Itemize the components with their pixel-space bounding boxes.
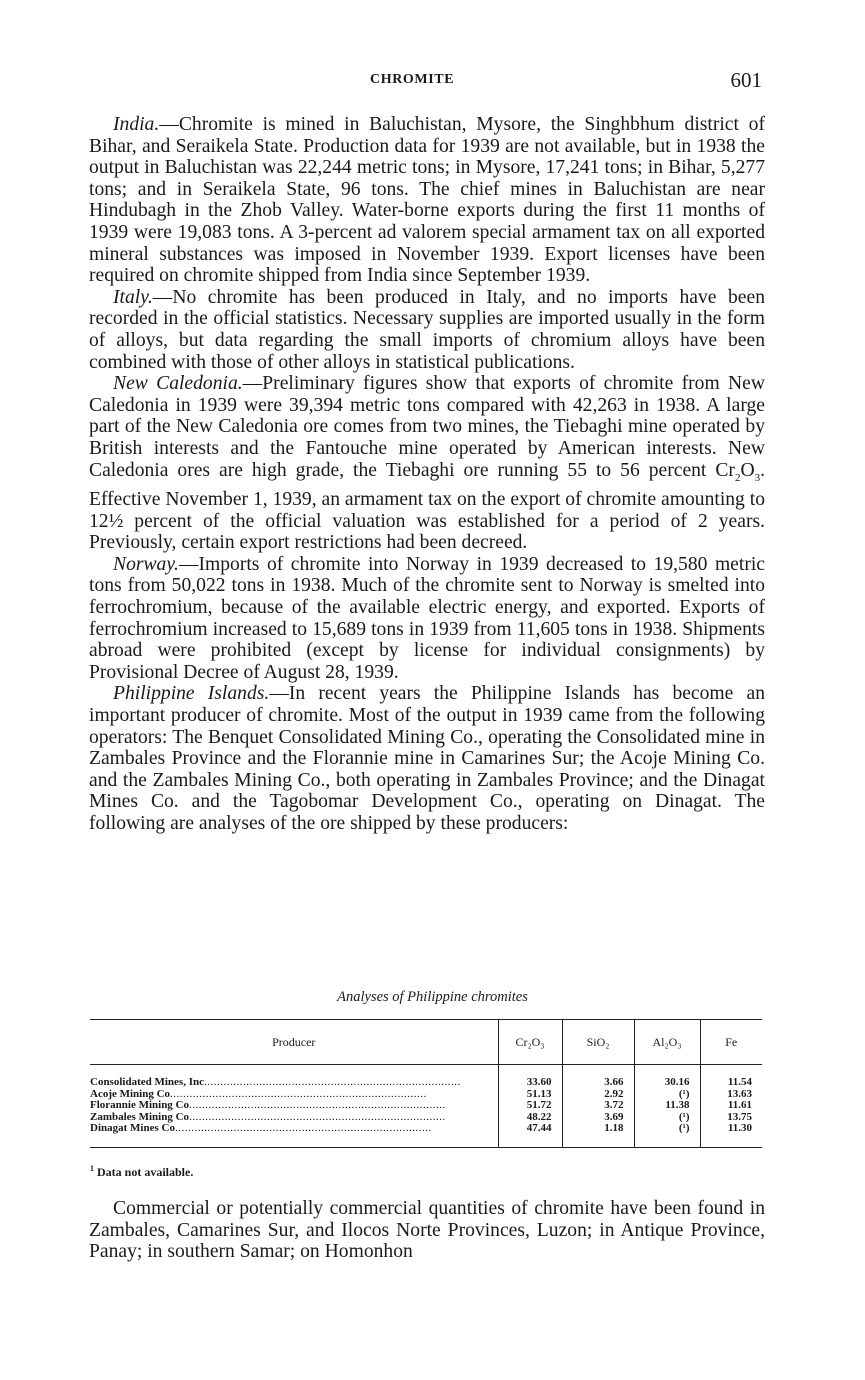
cr2o3-cell: 33.60 [498, 1065, 562, 1089]
analyses-table [90, 1019, 762, 1148]
al2o3-cell: (¹) [634, 1123, 700, 1147]
cr2o3-cell: 47.44 [498, 1123, 562, 1147]
fe-cell: 11.54 [700, 1065, 762, 1089]
column-header: Cr₂O₃ [498, 1020, 562, 1065]
paragraph-lead: New Caledonia. [113, 373, 243, 395]
fe-cell: 13.63 [700, 1089, 762, 1101]
al2o3-cell: (¹) [634, 1089, 700, 1101]
al2o3-cell: (¹) [634, 1112, 700, 1124]
table-row [90, 1112, 762, 1124]
paragraph-text: . Effective November 1, 1939, an armament tax on the export of chromite amounting to 12½ percent of the official valuation was established for a period of 2 years. Previously, certain export restrictions had been decreed. [89, 459, 765, 554]
paragraph-text: —Preliminary figures show that exports of chromite from New Caledonia in 1939 were 39,394 metric tons compared with 42,263 in 1938. A large part of the New Caledonia ore comes from two mines, the Tiebaghi mine operated by British interests and the Fantouche mine operated by American interests. New Caledonia ores are high grade, the Tiebaghi ore running 55 to 56 percent Cr [89, 373, 765, 481]
footnote-text: Data not available. [97, 1165, 194, 1179]
fe-cell: 13.75 [700, 1112, 762, 1124]
analyses-table-wrapper [90, 1019, 762, 1148]
column-header: Producer [90, 1020, 498, 1065]
body-text [89, 114, 765, 835]
paragraph-text: Commercial or potentially commercial quantities of chromite have been found in Zambales, Camarines Sur, and Ilocos Norte Provinces, Luzon; in Antique Province, Panay; in southern Samar; on Homonhon [89, 1198, 765, 1263]
sio2-cell: 1.18 [562, 1123, 634, 1147]
column-header: Al₂O₃ [634, 1020, 700, 1065]
running-head: CHROMITE [370, 72, 455, 87]
producer-cell: Consolidated Mines, Inc............................................................................... [90, 1076, 461, 1088]
fe-cell: 11.30 [700, 1123, 762, 1147]
paragraph-lead: India. [113, 114, 160, 135]
cr2o3-cell: 51.72 [498, 1100, 562, 1112]
cr2o3-cell: 48.22 [498, 1112, 562, 1124]
paragraph-philippine-islands [89, 683, 765, 834]
sio2-cell: 2.92 [562, 1089, 634, 1101]
paragraph-text: —Chromite is mined in Baluchistan, Mysore, the Singhbhum district of Bihar, and Seraikela State. Production data for 1939 are not available, but in 1938 the output in Baluchistan was 22,244 metric tons; in Mysore, 17,241 tons; in Bihar, 5,277 tons; and in Seraikela State, 96 tons. The chief mines in Baluchistan are near Hindubagh in the Zhob Valley. Water-borne exports during the first 11 months of 1939 were 19,083 tons. A 3-percent ad valorem special armament tax on all exported mineral substances was imposed in November 1939. Export licenses have been required on chromite shipped from India since September 1939. [89, 114, 765, 287]
formula-subscript: 3 [754, 471, 761, 484]
paragraph-italy [89, 287, 765, 373]
footnote-mark: 1 [90, 1164, 94, 1173]
sio2-cell: 3.72 [562, 1100, 634, 1112]
paragraph-lead: Philippine Islands. [113, 683, 270, 705]
producer-cell: Zambales Mining Co............................................................................... [90, 1111, 446, 1123]
paragraph-lead: Italy. [113, 286, 153, 308]
paragraph-text: —No chromite has been produced in Italy, and no imports have been recorded in the official statistics. Necessary supplies are imported usually in the form of alloys, but data regarding the small imports of chromium alloys have been combined with those of other alloys in statistical publications. [89, 286, 765, 373]
table-header-row [90, 1020, 762, 1065]
paragraph-text: —In recent years the Philippine Islands has become an important producer of chromite. Most of the output in 1939 came from the following operators: The Benquet Consolidated Mining Co., operating the Consolidated mine in Zambales Province and the Florannie mine in Camarines Sur; the Acoje Mining Co. and the Zambales Mining Co., both operating in Zambales Province; and the Dinagat Mines Co. and the Tagobomar Development Co., operating on Dinagat. The following are analyses of the ore shipped by these producers: [89, 683, 765, 834]
al2o3-cell: 11.38 [634, 1100, 700, 1112]
column-header: SiO₂ [562, 1020, 634, 1065]
table-footnote [90, 1164, 193, 1180]
formula-subscript: 2 [734, 471, 741, 484]
fe-cell: 11.61 [700, 1100, 762, 1112]
table-row [90, 1100, 762, 1112]
paragraph-lead: Norway. [113, 553, 179, 575]
paragraph-norway [89, 554, 765, 684]
column-header: Fe [700, 1020, 762, 1065]
sio2-cell: 3.69 [562, 1112, 634, 1124]
page-header [90, 68, 762, 94]
producer-cell: Dinagat Mines Co............................................................................... [90, 1123, 432, 1134]
table-title: Analyses of Philippine chromites [337, 989, 528, 1005]
table-row [90, 1089, 762, 1101]
closing-paragraph [89, 1198, 765, 1263]
paragraph-india [89, 114, 765, 287]
formula-part: O [740, 459, 755, 481]
paragraph-new-caledonia [89, 373, 765, 554]
producer-cell: Florannie Mining Co............................................................................... [90, 1100, 446, 1111]
page-number: 601 [730, 68, 762, 92]
paragraph-text: —Imports of chromite into Norway in 1939 decreased to 19,580 metric tons from 50,022 tons in 1938. Much of the chromite sent to Norway is smelted into ferrochromium, because of the available electric energy, and exported. Exports of ferrochromium increased to 15,689 tons in 1939 from 11,605 tons in 1938. Shipments abroad were prohibited (except by license for individual consignments) by Provisional Decree of August 28, 1939. [89, 553, 765, 683]
table-row [90, 1123, 762, 1147]
producer-cell: Acoje Mining Co............................................................................... [90, 1088, 427, 1100]
sio2-cell: 3.66 [562, 1065, 634, 1089]
al2o3-cell: 30.16 [634, 1065, 700, 1089]
cr2o3-cell: 51.13 [498, 1089, 562, 1101]
table-row [90, 1065, 762, 1089]
